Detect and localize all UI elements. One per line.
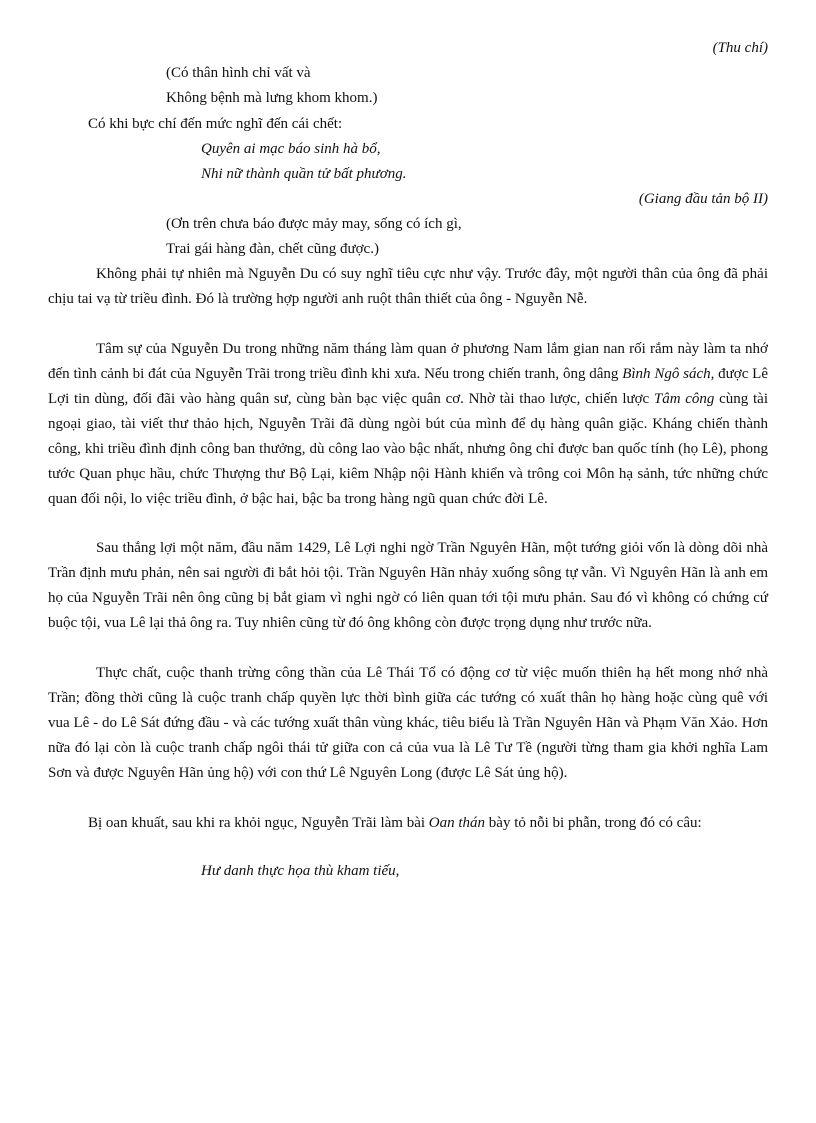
source-citation-giang-dau: (Giang đầu tản bộ II) — [638, 191, 768, 207]
poem-translation-line: Không bệnh mà lưng khom khom.) — [166, 90, 378, 106]
poem-translation-line: (Ơn trên chưa báo được mảy may, sống có ích gì, — [166, 216, 462, 232]
paragraph-nguyen-ne: Không phải tự nhiên mà Nguyễn Du có suy nghĩ tiêu cực như vậy. Trước đây, một người thân của ông đã phải chịu tai vạ từ triều đình. Đó là trường hợp người anh ruột thân thiết của ông - Nguyễn Nễ. — [48, 266, 768, 307]
intro-line: Có khi bực chí đến mức nghĩ đến cái chết: — [88, 116, 343, 132]
paragraph-tran-nguyen-han: Sau thắng lợi một năm, đầu năm 1429, Lê Lợi nghi ngờ Trần Nguyên Hãn, một tướng giỏi vốn là dòng dõi nhà Trần định mưu phản, nên sai người đi bắt hỏi tội. Trần Nguyên Hãn nhảy xuống sông tự vẫn. Vì Nguyên Hãn là anh em họ của Nguyễn Trãi nên ông cũng bị bắt giam vì nghi ngờ có liên quan tới tội mưu phản. Sau đó vì không có chứng cứ buộc tội, vua Lê lại thả ông ra. Tuy nhiên cũng từ đó ông không còn được trọng dụng như trước nữa. — [48, 540, 768, 631]
paragraph-purge: Thực chất, cuộc thanh trừng công thần của Lê Thái Tổ có động cơ từ việc muốn thiên hạ hết mong nhớ nhà Trần; đồng thời cũng là cuộc tranh chấp quyền lực thời bình giữa các tướng có xuất thân họ hàng hoặc cùng quê với vua Lê - do Lê Sát đứng đầu - và các tướng xuất thân vùng khác, tiêu biểu là Trần Nguyên Hãn và Phạm Văn Xảo. Hơn nữa đó lại còn là cuộc tranh chấp ngôi thái tử giữa con cả của vua là Lê Tư Tề (người từng tham gia khởi nghĩa Lam Sơn và được Nguyên Hãn ủng hộ) với con thứ Lê Nguyên Long (được Lê Sát ủng hộ). — [48, 665, 768, 781]
verse-line: Hư danh thực họa thù kham tiếu, — [201, 863, 400, 879]
verse-line: Nhi nữ thành quần tử bất phương. — [201, 166, 407, 182]
paragraph-oan-than: Bị oan khuất, sau khi ra khỏi ngục, Nguyễn Trãi làm bài Oan thán bày tỏ nỗi bi phẫn, trong đó có câu: — [88, 815, 702, 831]
paragraph-nguyen-trai-career: Tâm sự của Nguyễn Du trong những năm tháng làm quan ở phương Nam lắm gian nan rối rắm này làm ta nhớ đến tình cảnh bi đát của Nguyễn Trãi trong triều đình khi xưa. Nếu trong chiến tranh, ông dâng Bình Ngô sách, được Lê Lợi tin dùng, đối đãi vào hàng quân sư, cùng bàn bạc việc quân cơ. Nhờ tài thao lược, chiến lược Tâm công cùng tài ngoại giao, tài viết thư thảo hịch, Nguyễn Trãi đã dùng ngòi bút của mình để dụ hàng quân giặc. Kháng chiến thành công, khi triều đình định công ban thưởng, dù công lao vào bậc nhất, nhưng ông chỉ được ban quốc tính (họ Lê), phong tước Quan phục hầu, chức Thượng thư Bộ Lại, kiêm Nhập nội Hành khiển và trông coi Môn hạ sảnh, tức những chức quan đối nội, lo việc triều đình, ở bậc hai, bậc ba trong hàng ngũ quan chức đời Lê. — [48, 341, 768, 507]
poem-translation-line: Trai gái hàng đàn, chết cũng được.) — [166, 241, 379, 257]
poem-translation-line: (Có thân hình chỉ vất và — [166, 65, 311, 81]
source-citation-thu-chi: (Thu chí) — [712, 40, 768, 56]
verse-line: Quyên ai mạc báo sinh hà bổ, — [201, 141, 381, 157]
